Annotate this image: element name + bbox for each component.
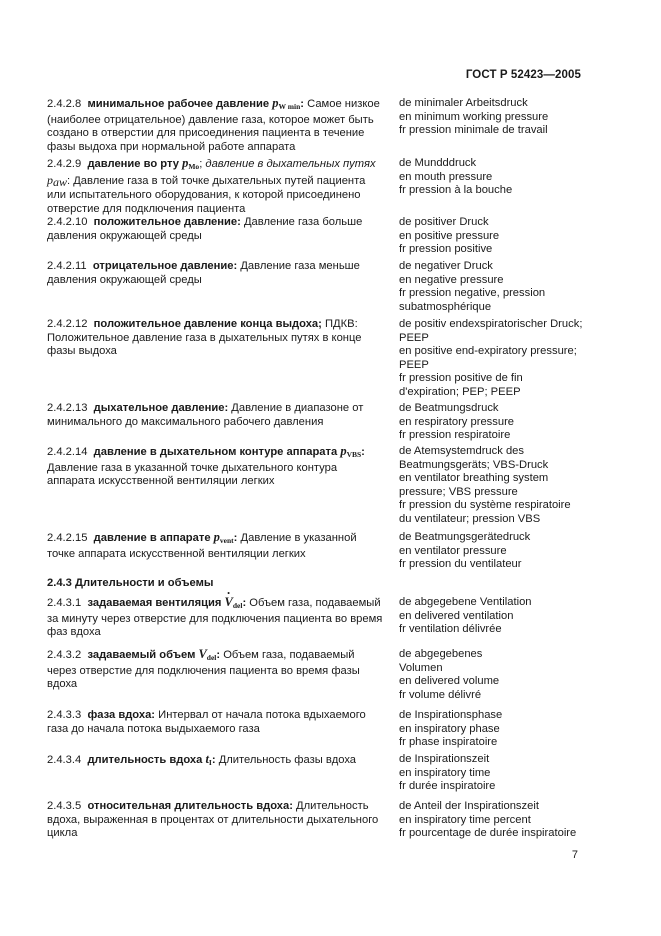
term-definition: Объем газа, подаваемый через отверстие для подключения пациента во время фазы вдоха	[47, 649, 360, 691]
translation-de-continued: Beatmungsgeräts; VBS-Druck	[399, 458, 549, 471]
translation-fr: fr pression positive de fin	[399, 372, 523, 385]
translation-en: en inspiratory phase	[399, 722, 500, 735]
term-synonym: давление в дыхательных путях	[205, 158, 376, 170]
term-symbol-subscript: del	[206, 653, 217, 662]
term-translations	[399, 97, 599, 138]
translation-fr: fr pourcentage de durée inspiratoire	[399, 827, 577, 840]
translation-fr: fr pression minimale de travail	[399, 124, 548, 137]
term-translations	[399, 753, 599, 794]
translation-fr-continued: subatmosphérique	[399, 300, 492, 313]
translation-de: de minimaler Arbeitsdruck	[399, 97, 528, 109]
term-definition-ru: 2.4.2.15 давление в аппарате $p_{vent}$: Давление в указанной точке аппарата искусственной вентиляции легких	[47, 530, 357, 560]
translation-de: de Inspirationszeit	[399, 753, 490, 765]
term-translations	[399, 445, 599, 527]
translation-fr: fr pression à la bouche	[399, 184, 513, 197]
term-definition-ru: 2.4.3.1 задаваемая вентиляция · $V_{del}$: Объем газа, подаваемый за минуту через отверстие для подключения пациента во время фаз вдоха	[47, 596, 383, 640]
term-name: давление в дыхательном контуре аппарата	[93, 446, 338, 458]
term-definition: Давление в диапазоне от минимального до максимального рабочего давления	[47, 402, 364, 428]
translation-fr: fr pression du ventilateur	[399, 558, 522, 571]
term-definition: Самое низкое (наиболее отрицательное) давление газа, которое может быть создано в отверстии для присоединения пациента в течение фазы выдоха при нормальной работе аппарата	[47, 98, 380, 153]
term-name: минимальное рабочее давление	[87, 98, 270, 110]
term-definition: Объем газа, подаваемый за минуту через отверстие для подключения пациента во время фаз вдоха	[47, 597, 383, 639]
term-number: 2.4.3.5	[47, 800, 82, 812]
term-definition: Давление газа в той точке дыхательных путей пациента или испытательного оборудования, к которой присоединено отверстие для подключения пациента	[47, 174, 366, 215]
section-title: 2.4.3 Длительности и объемы	[47, 577, 214, 589]
translation-en: en minimum working pressure	[399, 110, 549, 123]
term-definition-ru	[47, 800, 383, 841]
term-symbol-subscript: Mo	[188, 162, 200, 171]
term-definition-ru	[47, 709, 383, 736]
term-name: давление во рту	[87, 158, 179, 170]
translation-de: de negativer Druck	[399, 260, 493, 272]
term-translations	[399, 531, 599, 572]
term-definition: Давление газа в указанной точке дыхательного контура аппарата искусственной вентиляции легких	[47, 461, 338, 488]
term-number: 2.4.3.2	[47, 649, 82, 661]
term-number: 2.4.2.14	[47, 446, 88, 458]
translation-de: de Beatmungsgerätedruck	[399, 531, 531, 543]
translation-en: en delivered ventilation	[399, 609, 514, 622]
translation-de: de abgegebenes	[399, 648, 483, 660]
synonym-symbol: p	[47, 172, 53, 187]
translation-en: en ventilator breathing system	[399, 472, 549, 485]
term-symbol-subscript: vent	[219, 536, 234, 545]
translation-de-continued: PEEP	[399, 331, 429, 344]
translation-fr: fr pression negative, pression	[399, 287, 546, 300]
term-translations	[399, 800, 599, 841]
translation-fr: fr pression du système respiratoire	[399, 499, 571, 512]
term-translations	[399, 648, 599, 702]
translation-fr: fr pression respiratoire	[399, 429, 511, 442]
translation-en: en respiratory pressure	[399, 415, 515, 428]
translation-en: en delivered volume	[399, 675, 500, 688]
document-header: ГОСТ Р 52423—2005	[465, 69, 581, 81]
term-definition-ru: 2.4.2.8 минимальное рабочее давление $p_{W min}$: Самое низкое (наиболее отрицательное) давление газа, которое может быть создано в отверстии для присоединения пациента в течение фазы выдоха при нормальной работе аппарата	[47, 96, 380, 153]
term-number: 2.4.3.3	[47, 709, 82, 721]
translation-fr-continued: d'expiration; PEP; PEEP	[399, 385, 521, 398]
term-name: давление в аппарате	[93, 532, 211, 544]
term-definition-ru: 2.4.2.14 давление в дыхательном контуре аппарата $p_{VBS}$: Давление газа в указанной точке дыхательного контура аппарата искусственной вентиляции легких	[47, 444, 365, 488]
term-name: задаваемая вентиляция	[87, 597, 222, 609]
term-translations	[399, 157, 599, 198]
term-translations	[399, 596, 599, 637]
translation-fr: fr volume délivré	[399, 688, 482, 701]
term-definition-ru: 2.4.2.9 давление во рту $p_{Mo}$; давление в дыхательных путях paw: Давление газа в той точке дыхательных путей пациента или испытательного оборудования, к которой присоединено отверстие для подключения пациента	[47, 156, 376, 215]
translation-fr: fr ventilation délivrée	[399, 623, 502, 636]
term-definition: Длительность вдоха, выраженная в процентах от длительности дыхательного цикла	[47, 800, 379, 840]
translation-de: de Atemsystemdruck des	[399, 445, 524, 457]
term-symbol: · V	[225, 596, 233, 610]
term-definition-ru	[47, 402, 383, 429]
term-symbol: p	[272, 96, 279, 110]
term-number: 2.4.2.8	[47, 98, 82, 110]
page-number: 7	[571, 849, 578, 861]
translation-de: de Beatmungsdruck	[399, 402, 499, 414]
term-number: 2.4.2.15	[47, 532, 88, 544]
term-definition-ru: 2.4.3.2 задаваемый объем $V_{del}$: Объем газа, подаваемый через отверстие для подключения пациента во время фазы вдоха	[47, 647, 360, 691]
term-number: 2.4.3.1	[47, 597, 82, 609]
translation-en: en negative pressure	[399, 273, 504, 286]
term-symbol: V	[198, 647, 207, 661]
term-number: 2.4.3.4	[47, 754, 82, 766]
term-number: 2.4.2.11	[47, 260, 87, 272]
term-name: длительность вдоха	[87, 754, 203, 766]
term-number: 2.4.2.13	[47, 402, 88, 414]
term-definition-ru	[47, 216, 383, 243]
term-translations	[399, 402, 599, 443]
translation-de: de positiv endexspiratorischer Druck;	[399, 318, 583, 330]
translation-de: de Anteil der Inspirationszeit	[399, 800, 539, 812]
translation-en-continued: PEEP	[399, 358, 429, 371]
term-name: дыхательное давление:	[93, 402, 229, 414]
term-definition: Давление газа меньше давления окружающей среды	[47, 260, 360, 286]
translation-en: en inspiratory time	[399, 766, 491, 779]
term-symbol-subscript: I	[208, 758, 212, 767]
term-symbol-subscript: VBS	[346, 450, 362, 459]
translation-en: en positive pressure	[399, 229, 500, 242]
term-number: 2.4.2.10	[47, 216, 88, 228]
translation-en: en positive end-expiratory pressure;	[399, 345, 577, 358]
term-number: 2.4.2.9	[47, 158, 82, 170]
translation-fr: fr phase inspiratoire	[399, 736, 498, 749]
translation-de: de Inspirationsphase	[399, 709, 503, 721]
term-symbol: p	[182, 156, 189, 170]
translation-de: de Mundddruck	[399, 157, 477, 169]
translation-fr-continued: du ventilateur; pression VBS	[399, 512, 541, 525]
term-number: 2.4.2.12	[47, 318, 88, 330]
term-name: отрицательное давление:	[92, 260, 238, 272]
translation-fr: fr pression positive	[399, 243, 493, 256]
translation-en-continued: pressure; VBS pressure	[399, 485, 518, 498]
term-name: положительное давление:	[93, 216, 241, 228]
term-name: фаза вдоха:	[87, 709, 156, 721]
term-definition-ru	[47, 260, 383, 287]
translation-en: en ventilator pressure	[399, 544, 507, 557]
term-definition-ru: 2.4.3.4 длительность вдоха $t_I$: Длительность фазы вдоха	[47, 752, 357, 767]
term-definition: Длительность фазы вдоха	[218, 754, 357, 766]
term-translations	[399, 709, 599, 750]
term-definition: Давление в указанной точке аппарата искусственной вентиляции легких	[47, 532, 357, 560]
term-translations	[399, 318, 599, 400]
term-name: положительное давление конца выдоха;	[93, 318, 322, 330]
translation-en: en inspiratory time percent	[399, 813, 531, 826]
term-definition-ru	[47, 318, 383, 359]
translation-de-continued: Volumen	[399, 661, 443, 674]
term-name: задаваемый объем	[87, 649, 196, 661]
term-definition: Давление газа больше давления окружающей среды	[47, 216, 363, 242]
term-symbol: t	[205, 752, 209, 766]
translation-en: en mouth pressure	[399, 170, 493, 183]
term-symbol-subscript: del	[232, 601, 243, 610]
translation-de: de abgegebene Ventilation	[399, 596, 532, 608]
term-definition: Интервал от начала потока вдыхаемого газа до начала потока выдыхаемого газа	[47, 709, 366, 735]
translation-de: de positiver Druck	[399, 216, 489, 228]
term-symbol-subscript: W min	[278, 102, 301, 111]
term-symbol: p	[213, 530, 220, 544]
term-name: относительная длительность вдоха:	[87, 800, 293, 812]
term-translations	[399, 216, 599, 257]
synonym-symbol-subscript: aw	[53, 174, 68, 189]
term-symbol: p	[340, 444, 347, 458]
translation-fr: fr durée inspiratoire	[399, 780, 496, 793]
term-definition: ПДКВ: Положительное давление газа в дыхательных путях в конце фазы выдоха	[47, 318, 362, 358]
term-translations	[399, 260, 599, 314]
